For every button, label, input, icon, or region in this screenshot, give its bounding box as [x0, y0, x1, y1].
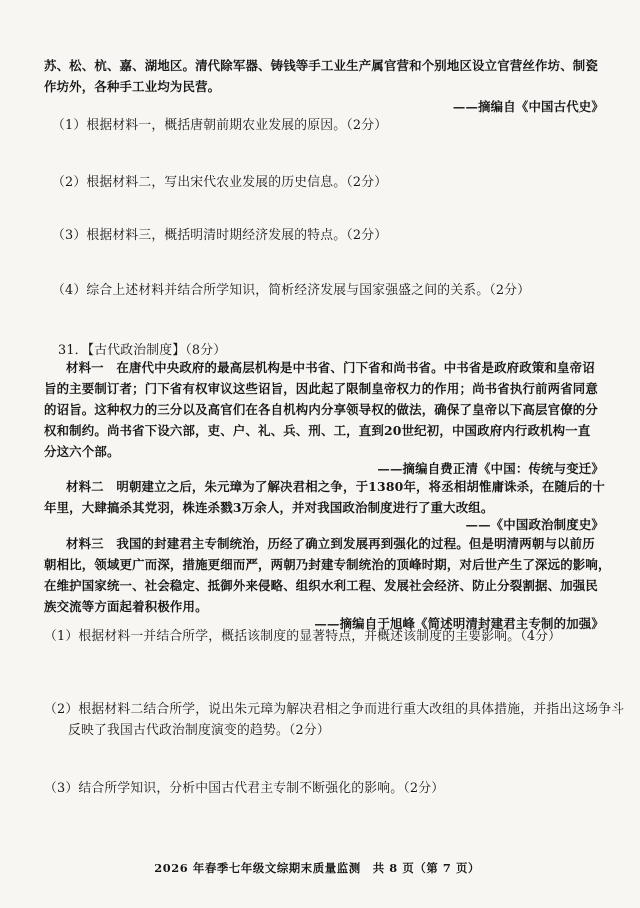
- question-30-1: （1）根据材料一，概括唐朝前期农业发展的原因。（2分）: [52, 118, 388, 133]
- material-1-source: ——摘编自费正清《中国：传统与变迁》: [377, 461, 604, 476]
- material-3-line: 族交流等方面起着积极作用。: [44, 599, 208, 614]
- material-3-source: ——摘编自于旭峰《简述明清封建君主专制的加强》: [314, 616, 604, 631]
- material-2-line: 年里，大肆搞杀其党羽，株连杀戮3万余人，并对我国政治制度进行了重大改组。: [44, 500, 494, 515]
- material-1-line: 材料一 在唐代中央政府的最高层机构是中书省、门下省和尚书省。中书省是政府政策和皇帝诏: [66, 360, 595, 375]
- material-3-line: 在维护国家统一、社会稳定、抵御外来侵略、组织水利工程、发展社会经济、防止分裂割据、加强民: [44, 578, 598, 593]
- question-30-3: （3）根据材料三，概括明清时期经济发展的特点。（2分）: [52, 228, 388, 243]
- page-footer: 2026 年春季七年级文综期末质量监测 共 8 页（第 7 页）: [154, 861, 481, 875]
- question-31-heading: 31．【古代政治制度】（8分）: [58, 343, 227, 358]
- question-31-2-cont: 反映了我国古代政治制度演变的趋势。（2分）: [68, 723, 330, 738]
- material-2-source: ——《中国政治制度史》: [465, 517, 604, 532]
- question-30-2: （2）根据材料二，写出宋代农业发展的历史信息。（2分）: [52, 175, 388, 190]
- question-31-1: （1）根据材料一并结合所学，概括该制度的显著特点，并概述该制度的主要影响。（4分）: [44, 629, 562, 644]
- question-30-4: （4）综合上述材料并结合所学知识，简析经济发展与国家强盛之间的关系。（2分）: [52, 283, 531, 298]
- material-1-line: 旨的主要制订者；门下省有权审议这些诏旨，因此起了限制皇帝权力的作用；尚书省执行前两省同意: [44, 381, 598, 396]
- material-2-line: 材料二 明朝建立之后，朱元璋为了解决君相之争，于1380年，将丞相胡惟庸诛杀，在随后的十: [66, 479, 605, 494]
- material-1-line: 分这六个部。: [44, 444, 120, 459]
- question-31-2: （2）根据材料二结合所学，说出朱元璋为解决君相之争而进行重大改组的具体措施，并指出这场争斗: [44, 702, 625, 717]
- material-3-line: 朝相比，领域更广而深，措施更细而严，两朝乃封建专制统治的顶峰时期，对后世产生了深远的影响，: [44, 557, 611, 572]
- question-31-3: （3）结合所学知识，分析中国古代君主专制不断强化的影响。（2分）: [44, 781, 445, 796]
- material-1-line: 的诏旨。这种权力的三分以及高官们在各自机构内分享领导权的做法，确保了皇帝以下高层官僚的分: [44, 402, 598, 417]
- material-source: ——摘编自《中国古代史》: [452, 99, 604, 114]
- material-text-line: 苏、松、杭、嘉、湖地区。清代除军器、铸钱等手工业生产属官营和个别地区设立官营丝作坊、制瓷: [44, 58, 598, 73]
- material-text-line: 作坊外，各种手工业均为民营。: [44, 79, 221, 94]
- material-3-line: 材料三 我国的封建君主专制统治，历经了确立到发展再到强化的过程。但是明清两朝与以前历: [66, 536, 595, 551]
- material-1-line: 权和制约。尚书省下设六部，吏、户、礼、兵、刑、工，直到20世纪初，中国政府内行政机构一直: [44, 423, 591, 438]
